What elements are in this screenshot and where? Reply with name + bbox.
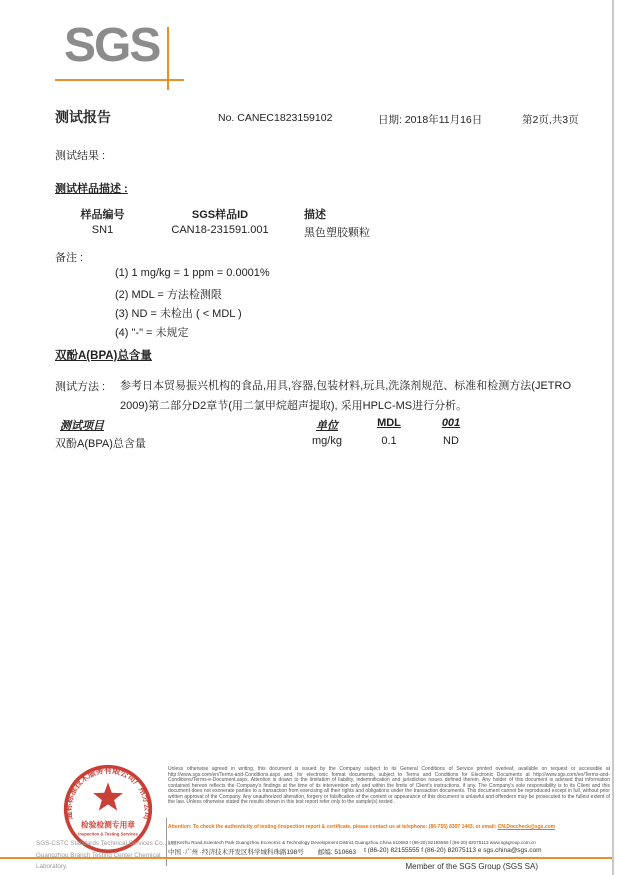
sgs-sample-id-cell: CAN18-231591.001 [171,224,269,236]
stamp-center-line1: 检验检测专用章 [80,820,136,830]
sample-description-cell: 黑色塑胶颗粒 [304,227,370,239]
result-test-item-cell: 双酚A(BPA)总含量 [55,438,146,450]
postal-code: 邮编: 510663 [317,849,357,856]
stamp-star-icon [93,782,123,810]
doccheck-email-link[interactable]: CN.Doccheck@sgs.com [497,824,556,830]
sample-col-header: 描述 [304,209,326,221]
bpa-section-heading: 双酚A(BPA)总含量 [55,350,152,362]
page-edge-line [612,0,614,875]
logo-vertical-line [167,27,169,90]
remarks-label: 备注 : [55,252,84,264]
sgs-logo: SGS [64,19,160,72]
result-value-cell: ND [443,435,459,447]
result-table-row [55,435,485,451]
attention-text: Attention: To check the authenticity of testing /inspection report & certificate, please contact us at telephone: (86-755) 8307 1443, or email: [168,824,498,830]
address-english: 198 Kezhu Road,Scientech Park Guangzhou Economic & Technology Development District,Guangzhou,China 510663 t (86-20) 82155555 f (86-20) 82075113 www.sgsgroup.com.cn [168,840,536,845]
attention-notice [168,824,610,830]
sample-col-header: SGS样品ID [191,209,249,221]
sample-col-header: 样品编号 [80,209,125,221]
test-results-label: 测试结果 : [55,150,106,162]
legal-disclaimer-text: Unless otherwise agreed in writing, this document is issued by the Company subject to its General Conditions of Service printed overleaf, available on request or accessible at http://www.sgs.com/en/Terms-and-Conditions.aspx and, for electronic format documents, subject to Terms and Conditions for Electronic Documents at http://www.sgs.com/en/Terms-and-Conditions/Terms-e-Document.aspx. Attention is drawn to the limitation of liability, indemnification and jurisdiction issues defined therein. Any holder of this document is advised that information contained hereon reflects the Company's findings at the time of its intervention only and within the limits of Client's instructions, if any. The Company's sole responsibility is to its Client and this document does not exonerate parties to a transaction from exercising all their rights and obligations under the transaction documents. This document cannot be reproduced except in full, without prior written approval of the Company. Any unauthorized alteration, forgery or falsification of the content or appearance of this document is unlawful and offenders may be prosecuted to the fullest extent of the law. Unless otherwise stated the results shown in this test report refer only to the sample(s) tested . [168,766,610,805]
lab-company-line1: SGS-CSTC Standards Technical Services Co., Ltd. [36,840,179,847]
sample-description-label: 测试样品描述 : [55,183,128,195]
page-indicator: 第2页,共3页 [522,114,579,126]
result-mdl-cell: 0.1 [381,435,397,447]
logo-horizontal-line [55,79,184,81]
test-method-label: 测试方法 : [55,381,106,393]
lab-company-line2: Guangzhou Branch Testing Center Chemical Laboratory. [36,851,161,870]
sample-table-row [55,224,385,240]
report-number: No. CANEC1823159102 [218,112,333,124]
address-contact: t (86-20) 82155555 f (86-20) 82075113 e sgs.china@sgs.com [364,847,542,854]
result-unit-cell: mg/kg [312,435,342,447]
sgs-membership-text: Member of the SGS Group (SGS SA) [405,862,538,871]
remark-item: (3) ND = 未检出 ( < MDL ) [115,308,242,320]
remark-item: (2) MDL = 方法检测限 [115,289,222,301]
result-col-mdl: MDL [377,417,401,429]
sample-table-header-row [55,206,385,222]
sample-no-cell: SN1 [91,224,114,236]
address-chinese: 中国 ·广州 ·经济技术开发区科学城科珠路198号 [168,849,304,856]
result-col-unit: 单位 [316,420,338,432]
lab-company-name [36,838,186,873]
page-title: 测试报告 [55,109,111,125]
remark-item: (1) 1 mg/kg = 1 ppm = 0.0001% [115,267,270,279]
result-col-test-item: 测试项目 [60,420,104,432]
stamp-center-line2: Inspection & Testing Services [78,831,138,837]
report-date: 日期: 2018年11月16日 [378,114,483,126]
stamp-ring-text: 通标标准技术服务有限公司广州分公司 [64,765,152,821]
address-chinese-row [168,847,610,856]
result-col-sample-001: 001 [441,417,461,429]
result-table-header-row [55,417,485,433]
test-method-text: 参考日本贸易振兴机构的食品,用具,容器,包装材料,玩具,洗涤剂规范、标准和检测方法(JETRO 2009)第二部分D2章节(用二氯甲烷超声提取), 采用HPLC-MS进行分析。 [120,380,571,412]
remark-item: (4) "-" = 未规定 [115,327,189,339]
